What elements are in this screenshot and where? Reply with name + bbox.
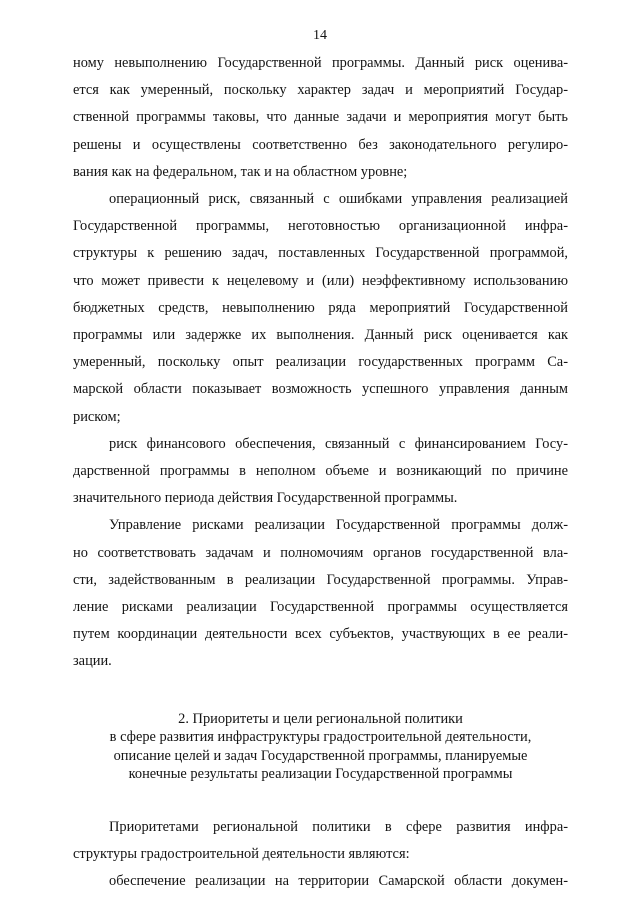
text-line: значительного периода действия Государственной программы. <box>73 490 458 507</box>
text-line: структуры градостроительной деятельности являются: <box>73 845 410 862</box>
text-line: программы или задержке их выполнения. Данный риск оценивается как <box>73 327 568 344</box>
paragraph <box>73 814 568 868</box>
paragraphs-before-section <box>73 50 568 676</box>
section-heading-line: в сфере развития инфраструктуры градостроительной деятельности, <box>109 729 532 746</box>
text-line: бюджетных средств, невыполнению ряда мероприятий Государственной <box>73 299 568 316</box>
text-line: марской области показывает возможность успешного управления данным <box>73 381 568 398</box>
text-line: структуры к решению задач, поставленных Государственной программой, <box>73 245 568 262</box>
text-line: Государственной программы, неготовностью организационной инфра- <box>73 218 568 235</box>
text-line: ется как умеренный, поскольку характер задач и мероприятий Государ- <box>73 82 568 99</box>
text-line: решены и осуществлены соответственно без законодательного регулиро- <box>73 136 568 153</box>
section-heading-line: 2. Приоритеты и цели региональной политики <box>178 710 463 727</box>
text-line: операционный риск, связанный с ошибками управления реализацией <box>109 191 568 208</box>
paragraph <box>73 186 568 431</box>
paragraphs-after-section <box>73 814 568 896</box>
paragraph <box>73 50 568 186</box>
text-line: Управление рисками реализации Государственной программы долж- <box>109 517 568 534</box>
text-line: путем координации деятельности всех субъектов, участвующих в ее реали- <box>73 626 568 643</box>
text-line: ственной программы таковы, что данные задачи и мероприятия могут быть <box>73 109 568 126</box>
page-number: 14 <box>313 28 327 43</box>
paragraph <box>73 868 568 895</box>
text-line: ному невыполнению Государственной программы. Данный риск оценива- <box>73 55 568 71</box>
text-line: дарственной программы в неполном объеме и возникающий по причине <box>73 463 568 480</box>
section-heading-line: конечные результаты реализации Государственной программы <box>128 766 513 783</box>
paragraph <box>73 512 568 675</box>
text-line: что может привести к нецелевому и (или) неэффективному использованию <box>73 272 568 289</box>
section-heading-line: описание целей и задач Государственной программы, планируемые <box>113 747 528 764</box>
text-line: умеренный, поскольку опыт реализации государственных программ Са- <box>73 354 568 371</box>
text-line: вания как на федеральном, так и на областном уровне; <box>73 163 408 180</box>
text-line: сти, задействованным в реализации Государственной программы. Управ- <box>73 571 568 588</box>
text-line: Приоритетами региональной политики в сфере развития инфра- <box>109 818 568 835</box>
text-line: но соответствовать задачам и полномочиям органов государственной вла- <box>73 544 568 561</box>
document-body <box>73 50 568 895</box>
text-line: обеспечение реализации на территории Самарской области докумен- <box>109 873 568 890</box>
paragraph <box>73 431 568 513</box>
text-line: риском; <box>73 408 121 425</box>
text-line: ление рисками реализации Государственной программы осуществляется <box>73 599 568 616</box>
text-line: риск финансового обеспечения, связанный с финансированием Госу- <box>109 435 568 452</box>
text-line: зации. <box>73 653 112 670</box>
section-heading <box>73 710 568 784</box>
